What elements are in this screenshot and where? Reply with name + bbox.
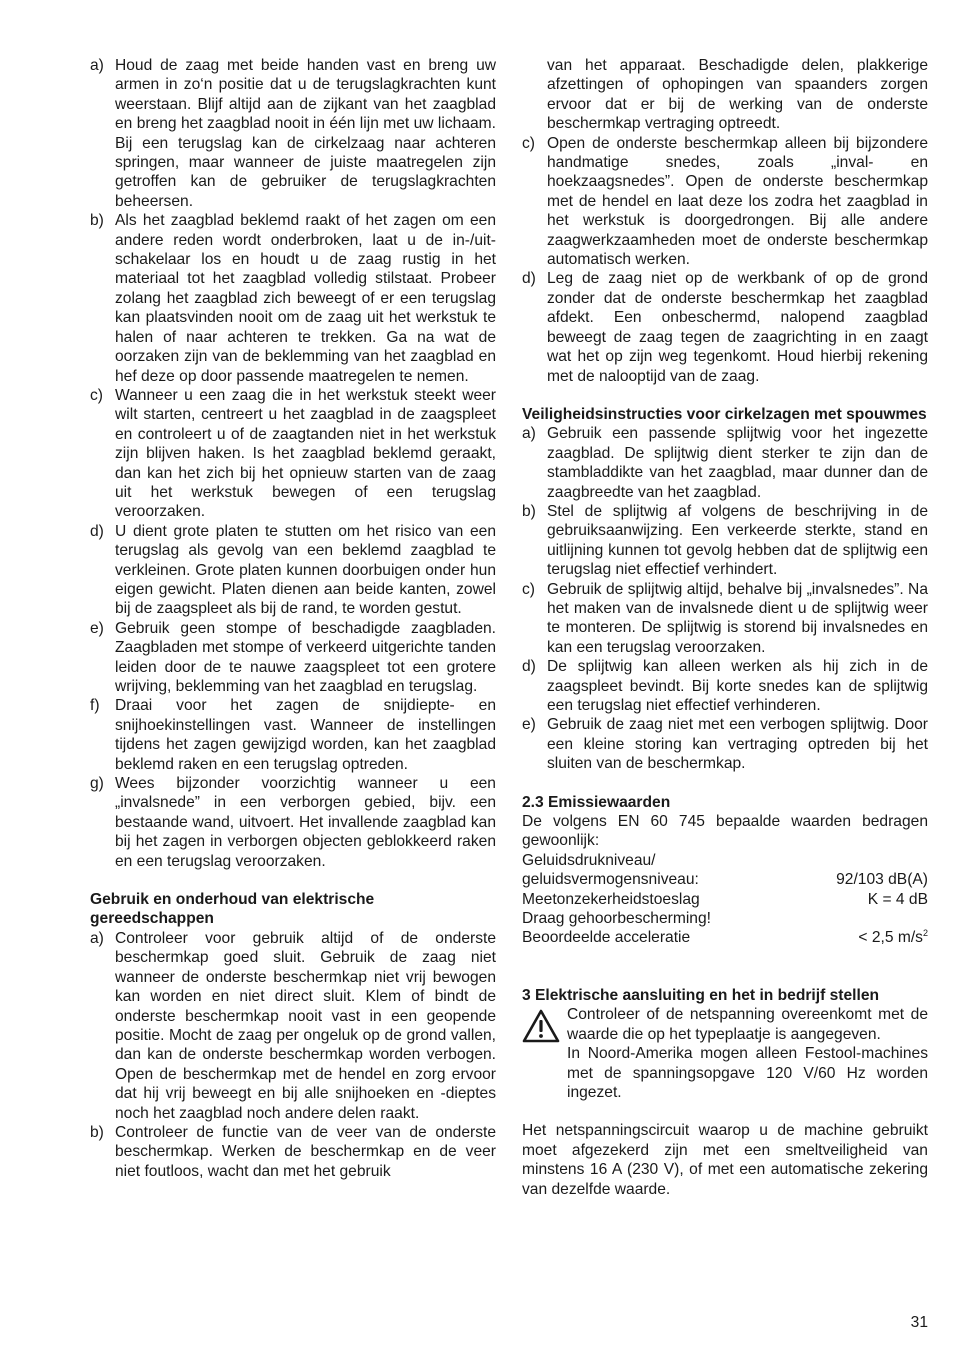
right-column <box>522 56 928 1199</box>
emission-intro: De volgens EN 60 745 bepaalde waarden bedragen gewoonlijk: <box>522 813 928 850</box>
list-item: d) U dient grote platen te stutten om het risico van een terugslag als gevolg van een beklemd zaagblad te verkleinen. Grote platen kunnen doorbuigen onder hun eigen gewicht. Platen dienen aan beide kanten, zowel bij de zaagspleet als bij de rand, te worden gestut. <box>90 522 496 618</box>
list-item: b) Controleer de functie van de veer van de onderste beschermkap. Werken de beschermkap en de veer niet foutloos, wacht dan met het gebruik <box>90 1123 496 1180</box>
list-item: d) Leg de zaag niet op de werkbank of op de grond zonder dat de onderste beschermkap het zaagblad afdekt. Een onbeschermd, nalopend zaagblad beweegt de zaag tegen de zaagrichting in en zaagt wat het op zijn weg tegenkomt. Houd hierbij rekening met de nalooptijd van de zaag. <box>522 270 928 385</box>
list-item: e) Gebruik de zaag niet met een verbogen splijtwig. Door een kleine storing kan vertraging optreden bij het sluiten van de beschermkap. <box>522 716 928 773</box>
emission-section <box>522 793 928 948</box>
fuse-paragraph: Het netspanningscircuit waarop u de machine gebruikt moet afgezekerd zijn met een smeltveiligheid van minstens 16 A (230 V), of met een automatische zekering van dezelfde waarde. <box>522 1122 928 1198</box>
list-item: f) Draai voor het zagen de snijdiepte- en snijhoekinstellingen vast. Wanneer de instellingen tijdens het zagen gewijzigd worden, kan het zaagblad beklemd raken en een terugslag optreden. <box>90 697 496 773</box>
kickback-list <box>90 56 496 871</box>
left-column <box>90 56 496 1181</box>
emission-row: geluidsvermogensniveau: 92/103 dB(A) <box>522 871 928 889</box>
warning-block <box>522 1005 928 1102</box>
list-item: c) Wanneer u een zaag die in het werkstuk steekt weer wilt starten, centreert u het zaagblad in de zaagspleet en controleert u of de zaagtanden niet in het werkstuk zijn blijven haken. Is het zaagblad beklemd geraakt, dan kan het zich bij het opnieuw starten van de zaag uit het werkstuk bewegen of een terugslag veroorzaken. <box>90 386 496 521</box>
section-heading-maintenance: Gebruik en onderhoud van elektrische gereedschappen <box>90 891 375 928</box>
list-item: c) Open de onderste beschermkap alleen bij bijzondere handmatige snedes, zoals „inval- en hoekzaagsnedes”. Open de onderste beschermkap met de hendel en laat deze los zodra het zaagblad in het werkstuk is doorgedrongen. Bij alle andere zaagwerkzaamheden moet de onderste beschermkap automatisch werken. <box>522 134 928 269</box>
list-item: a) Controleer voor gebruik altijd of de onderste beschermkap goed sluit. Gebruik de zaag niet wanneer de onderste beschermkap niet vrij bewogen kan worden en niet direct sluit. Klem of bindt de onderste beschermkap nooit vast in een geopende positie. Mocht de zaag per ongeluk op de grond vallen, dan kan de onderste beschermkap worden verbogen. Open de beschermkap met de hendel en zorg ervoor dat hij vrij beweegt en bij alle snijhoeken en -dieptes noch het zaagblad noch andere delen raakt. <box>90 929 496 1122</box>
emission-row: Meetonzekerheidstoeslag K = 4 dB <box>522 890 928 908</box>
list-item: a) Gebruik een passende splijtwig voor het ingezette zaagblad. De splijtwig dient sterker te zijn dan de stambladdikte van het zaagblad, maar dunner dan de zaagbreedte van het zaagblad. <box>522 425 928 501</box>
page-number: 31 <box>910 1314 928 1331</box>
emission-title: 2.3 Emissiewaarden <box>522 793 671 811</box>
maintenance-list <box>90 929 496 1181</box>
section-heading-riving-knife: Veiligheidsinstructies voor cirkelzagen met spouwmes <box>522 405 927 423</box>
list-item: c) Gebruik de splijtwig altijd, behalve bij „invalsnedes”. Na het maken van de invalsnede dient u de splijtwig weer te monteren. De splijtwig is storend bij invalsnedes en kan een terugslag veroorzaken. <box>522 580 928 656</box>
warning-text: Controleer of de netspanning overeenkomt met de waarde die op het typeplaatje is aangegeven. <box>567 1006 928 1043</box>
emission-line: Geluidsdrukniveau/ <box>522 851 656 869</box>
emission-row: Beoordeelde acceleratie < 2,5 $m/s^2$ <box>522 928 928 947</box>
list-item: g) Wees bijzonder voorzichtig wanneer u een „invalsnede” in een verborgen gebied, bijv. een bestaande wand, uitvoert. Het invallende zaagblad kan bij het zagen in verborgen objecten geblokkeerd raken en een terugslag veroorzaken. <box>90 775 496 870</box>
warning-triangle-icon <box>522 1005 567 1102</box>
riving-knife-list <box>522 424 928 773</box>
list-item: a) Houd de zaag met beide handen vast en breng uw armen in zo‘n positie dat u de terugslagkrachten kunt weerstaan. Blijf altijd aan de zijkant van het zaagblad en breng het zaagblad nooit in één lijn met uw lichaam. Bij een terugslag kan de cirkelzaag naar achteren springen, maar wanneer de juiste maatregelen zijn getroffen kan de gebruiker de terugslagkrachten beheersen. <box>90 57 496 210</box>
electrical-title: 3 Elektrische aansluiting en het in bedrijf stellen <box>522 986 880 1004</box>
list-item: d) De splijtwig kan alleen werken als hij zich in de zaagspleet bevindt. Bij korte snedes kan de splijtwig een terugslag niet effectief verhinderen. <box>522 658 928 714</box>
electrical-section <box>522 986 928 1199</box>
continued-text: van het apparaat. Beschadigde delen, plakkerige afzettingen of ophopingen van spaanders zorgen ervoor dat er bij de werking van de onderste beschermkap vertraging optreedt. <box>547 57 928 133</box>
emission-line: Draag gehoorbescherming! <box>522 910 711 928</box>
warning-text: In Noord-Amerika mogen alleen Festool-machines met de spanningsopgave 120 V/60 Hz worden ingezet. <box>567 1045 928 1101</box>
list-item: b) Stel de splijtwig af volgens de beschrijving in de gebruiksaanwijzing. Een verkeerde sterkte, stand en uitlijning kunnen tot gevolg hebben dat de splijtwig een terugslag niet effectief verhindert. <box>522 502 928 579</box>
list-item: b) Als het zaagblad beklemd raakt of het zagen om een andere reden wordt onderbroken, laat u de in-/uit-schakelaar los en houdt u de zaag rustig in het materiaal tot het zaagblad volledig stilstaat. Probeer zolang het zaagblad zich beweegt of er een terugslag kan plaatsvinden nooit om de zaag uit het werkstuk te halen of naar achteren te trekken. Ga na wat de oorzaken zijn van de beklemming van het zaagblad en hef deze op door passende maatregelen te nemen. <box>90 212 496 385</box>
acceleration-value: < 2,5 $m/s^2$ <box>858 928 928 947</box>
list-item: e) Gebruik geen stompe of beschadigde zaagbladen. Zaagbladen met stompe of verkeerd uitgerichte tanden leiden door de te nauwe zaagspleet tot een grotere wrijving, beklemming van het zaagblad en terugslag. <box>90 619 496 695</box>
